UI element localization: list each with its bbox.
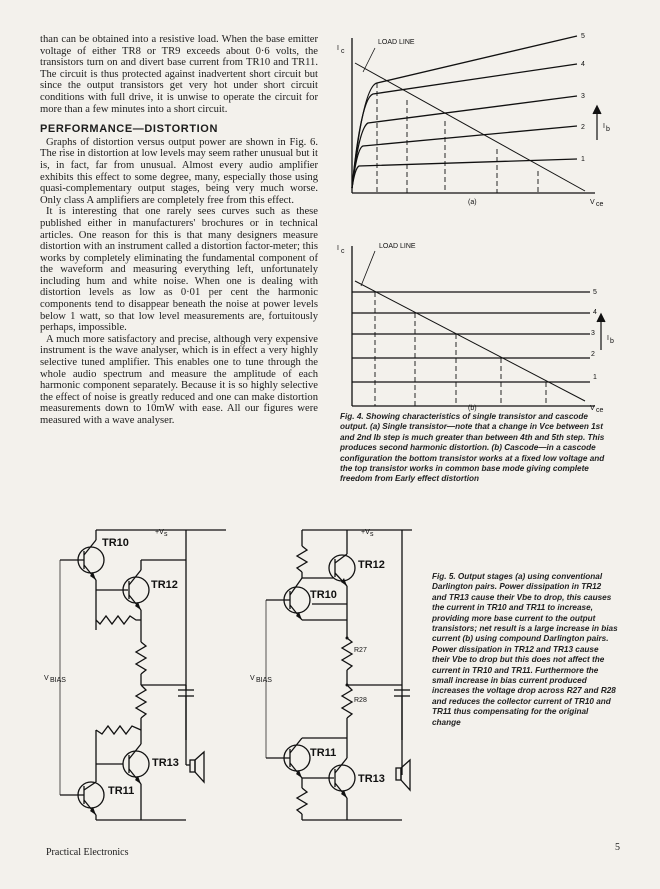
circuit-b-tr10: TR10 xyxy=(310,589,337,601)
graph-b-y-sub: c xyxy=(341,248,345,255)
circuit-b-tr13: TR13 xyxy=(358,773,385,785)
circuit-a-tr13: TR13 xyxy=(152,757,179,769)
circuit-a-bias: V xyxy=(44,675,49,682)
graph-a-y-sub: c xyxy=(341,48,345,55)
fig5-caption: Fig. 5. Output stages (a) using conventional Darlington pairs. Power dissipation in TR12 and TR13 cause their Vbe to drop, this causes the current in TR10 and TR11 to increase, providing more base current to the output transistors; net result is a large increase in bias current (b) using compound Darlington pairs. Power dissipation in TR12 and TR13 cause their Vbe to drop but this does not affect the current in TR10 and TR11. Furthermore the small increase in bias current produced increases the voltage drop across R27 and R28 and reduces the collector current of TR10 and TR11 thus compensating for the original change xyxy=(432,572,618,727)
section-heading: PERFORMANCE—DISTORTION xyxy=(40,123,219,136)
circuit-a-tr10: TR10 xyxy=(102,537,129,549)
page-number: 5 xyxy=(615,842,620,853)
graph-a-x-sub: ce xyxy=(596,201,604,208)
article-text-column xyxy=(40,34,318,427)
graph-a-x-label: V xyxy=(590,199,595,206)
graph-b-x-sub: ce xyxy=(596,407,604,414)
circuit-b-r28: R28 xyxy=(354,697,367,704)
circuit-b-compound-darlington xyxy=(246,520,426,838)
paragraph-curves: It is interesting that one rarely sees curves such as these published either in manufacturers' brochures or in technical articles. One reason for this is that many designers measure distortion with an instrument called a distortion factor-meter; this works by completely eliminating the fundamental component of the waveform and measuring everything left, unfortunately including hum and white noise. When one is dealing with distortion levels as low as 0·01 per cent the harmonic components tend to disappear beneath the noise at power levels below 1 watt, so that low level measurements are, fortuitously perhaps, impossible. xyxy=(40,206,318,334)
graph-b-x-label: V xyxy=(590,405,595,412)
graph-a-curve-2: 2 xyxy=(581,124,585,131)
paragraph-intro: than can be obtained into a resistive load. When the base emitter voltage of either TR8 or TR9 exceeds about 0·6 volts, the transistors turn on and divert base current from TR10 and TR11. The circuit is thus protected against inadvertent short circuit but since the output transistors get very hot under short circuit conditions with full drive, it is unwise to operate the circuit for more than a few minutes into a short circuit. xyxy=(40,34,318,115)
graph-a-curve-5: 5 xyxy=(581,33,585,40)
graph-b-curve-4: 4 xyxy=(593,309,597,316)
circuit-b-bias-sub: BIAS xyxy=(256,677,272,684)
graph-b-curve-1: 1 xyxy=(593,374,597,381)
circuit-b-tr11: TR11 xyxy=(310,747,337,759)
graph-a-ib-sub: b xyxy=(606,126,610,133)
circuit-b-r27: R27 xyxy=(354,647,367,654)
graph-b-load-line-label: LOAD LINE xyxy=(379,243,416,250)
graph-b-cascode xyxy=(335,236,625,416)
graph-b-curve-3: 3 xyxy=(591,330,595,337)
graph-a-y-label: I xyxy=(337,45,339,52)
circuit-a-bias-sub: BIAS xyxy=(50,677,66,684)
graph-a-panel-label: (a) xyxy=(468,199,477,206)
circuit-a-tr12: TR12 xyxy=(151,579,178,591)
graph-a-load-line-label: LOAD LINE xyxy=(378,39,415,46)
circuit-b-tr12: TR12 xyxy=(358,559,385,571)
circuit-a-supply-sub: s xyxy=(164,531,168,538)
graph-b-curve-5: 5 xyxy=(593,289,597,296)
fig4-caption: Fig. 4. Showing characteristics of single transistor and cascode output. (a) Single transistor—note that a change in Vce between 1st and 2nd Ib step is much greater than between 4th and 5th step. This produces second harmonic distortion. (b) Cascode—in a cascode configuration the bottom transistor works at a fixed low voltage and the top transistor works in common base mode giving complete freedom from Early effect distortion xyxy=(340,412,605,484)
circuit-a-darlington xyxy=(40,520,230,838)
graph-a-curve-4: 4 xyxy=(581,61,585,68)
graph-a-ib-label: I xyxy=(603,123,605,130)
circuit-b-supply-sub: s xyxy=(370,531,374,538)
publication-name: Practical Electronics xyxy=(46,847,129,858)
graph-b-ib-sub: b xyxy=(610,338,614,345)
graph-a-single-transistor xyxy=(335,28,625,208)
paragraph-graphs: Graphs of distortion versus output power are shown in Fig. 6. The rise in distortion at low levels may seem rather unusual but it is, in fact, far from unusual. Almost every audio amplifier exhibits this effect to some degree, many, especially those using quasi-complementary output stages, being very much worse. Only class A amplifiers are completely free from this effect. xyxy=(40,136,318,206)
paragraph-wave-analyser: A much more satisfactory and precise, although very expensive instrument is the wave analyser, which is in effect a very highly selective tuned amplifier. This enables one to tune through the whole audio spectrum and measure the amplitude of each harmonic component separately. Because it is so highly selective the effect of noise is greatly reduced and one can make distortion measurements down to 10mW with ease. All our figures were measured with a wave analyser. xyxy=(40,333,318,426)
graph-b-y-label: I xyxy=(337,245,339,252)
circuit-a-tr11: TR11 xyxy=(108,785,135,797)
circuit-b-bias: V xyxy=(250,675,255,682)
graph-a-curve-1: 1 xyxy=(581,156,585,163)
circuit-b-supply: +V xyxy=(361,529,370,536)
graph-b-curve-2: 2 xyxy=(591,351,595,358)
graph-b-panel-label: (b) xyxy=(468,405,477,412)
circuit-a-supply: +V xyxy=(155,529,164,536)
graph-a-curve-3: 3 xyxy=(581,93,585,100)
graph-b-ib-label: I xyxy=(607,335,609,342)
